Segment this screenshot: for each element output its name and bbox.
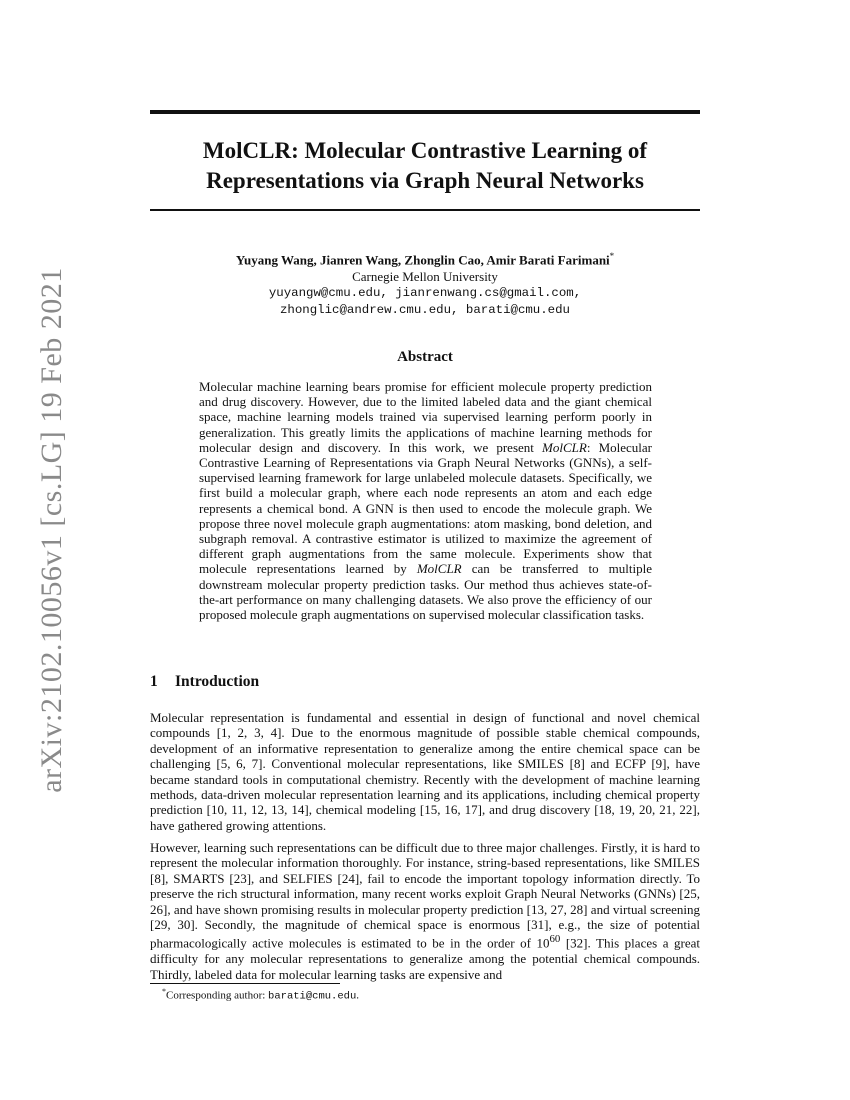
title-line-1: MolCLR: Molecular Contrastive Learning of xyxy=(202,138,648,163)
title-bottom-rule xyxy=(150,209,700,211)
paper-title xyxy=(150,136,700,196)
section-title: Introduction xyxy=(175,673,260,690)
intro-paragraph-2: However, learning such representations can be difficult due to three major challenges. Firstly, it is hard to represent the molecular information thoroughly. For instance, string-based representations, like SMILES [8], SMARTS [23], and SELFIES [24], fail to encode the important topology information directly. To preserve the rich structural information, many recent works exploit Graph Neural Networks (GNNs) [25, 26], and have shown promising results in molecular property prediction [13, 27, 28] and virtual screening [29, 30]. Secondly, the magnitude of chemical space is enormous [31], e.g., the size of potential pharmacologically active molecules is estimated to be in the order of $10^{60}$ [32]. This places a great difficulty for any molecular representations to generalize among the potential chemical compounds. Thirdly, labeled data for molecular learning tasks are expensive and xyxy=(150,840,700,982)
author-names: Yuyang Wang, Jianren Wang, Zhonglin Cao, Amir Barati Farimani* xyxy=(235,251,615,268)
section-number: 1 xyxy=(150,673,158,690)
footnote-email: barati@cmu.edu xyxy=(268,990,357,1003)
author-block xyxy=(150,248,700,318)
title-top-rule xyxy=(150,110,700,114)
title-line-2: Representations via Graph Neural Networks xyxy=(206,168,644,193)
footnote-rule xyxy=(150,983,340,984)
author-emails-line-1: yuyangw@cmu.edu, jianrenwang.cs@gmail.com, xyxy=(268,286,582,301)
abstract-heading: Abstract xyxy=(397,349,453,365)
abstract-body: Molecular machine learning bears promise for efficient molecule property prediction and drug discovery. However, due to the limited labeled data and the giant chemical space, machine learning models trained via supervised learning perform poorly in generalization. This greatly limits the applications of machine learning methods for molecular design and discovery. In this work, we present MolCLR: Molecular Contrastive Learning of Representations via Graph Neural Networks (GNNs), a self-supervised learning framework for large unlabeled molecule datasets. Specifically, we first build a molecular graph, where each node represents an atom and each edge represents a chemical bond. A GNN is then used to encode the molecule graph. We propose three novel molecule graph augmentations: atom masking, bond deletion, and subgraph removal. A contrastive estimator is utilized to maximize the agreement of different graph augmentations from the same molecule. Experiments show that molecule representations learned by MolCLR can be transferred to multiple downstream molecular property prediction tasks. Our method thus achieves state-of-the-art performance on many challenging datasets. We also prove the efficiency of our proposed molecule graph augmentations on supervised molecular classification tasks. xyxy=(199,379,652,623)
molclr-emphasis: MolCLR xyxy=(416,561,462,577)
corresponding-mark: * xyxy=(609,251,615,261)
footnote: *Corresponding author: barati@cmu.edu. xyxy=(162,987,360,1003)
exponent: 60 xyxy=(549,933,561,946)
author-emails-line-2: zhonglic@andrew.cmu.edu, barati@cmu.edu xyxy=(280,302,570,317)
section-heading-introduction xyxy=(150,673,259,691)
affiliation: Carnegie Mellon University xyxy=(352,268,498,284)
molclr-emphasis: MolCLR xyxy=(542,439,587,455)
arxiv-identifier-stamp: arXiv:2102.10056v1 [cs.LG] 19 Feb 2021 xyxy=(35,267,68,793)
intro-paragraph-1: Molecular representation is fundamental and essential in design of functional and novel chemical compounds [1, 2, 3, 4]. Due to the enormous magnitude of possible stable chemical compounds, development of an informative representation to generalize among the entire chemical space can be challenging [5, 6, 7]. Conventional molecular representations, like SMILES [8] and ECFP [9], have became standard tools in computational chemistry. Recently with the development of machine learning methods, data-driven molecular representation learning and its applications, including chemical property prediction [10, 11, 12, 13, 14], chemical modeling [15, 16, 17], and drug discovery [18, 19, 20, 21, 22], have gathered growing attentions. xyxy=(150,710,700,833)
